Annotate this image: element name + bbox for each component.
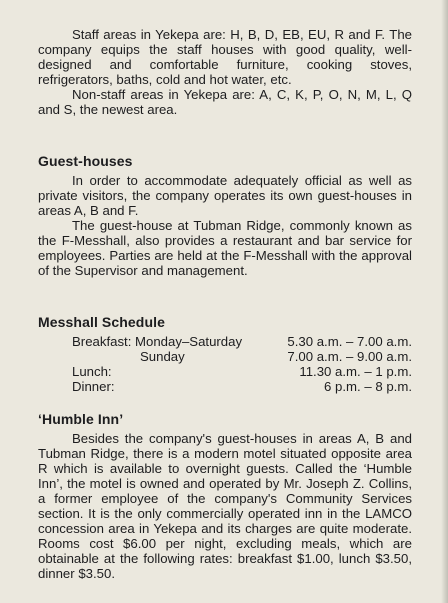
page-edge-shadow — [441, 0, 448, 603]
guest-houses-paragraph-1: In order to accommodate adequately official as well as private visitors, the company operates its own guest-houses in areas A, B and F. — [38, 173, 412, 218]
staff-areas-paragraph: Staff areas in Yekepa are: H, B, D, EB, EU, R and F. The company equips the staff houses with good quality, well-designed and comfortable furniture, cooking stoves, refrigerators, baths, cold and hot water, etc. — [38, 27, 412, 87]
humble-inn-heading: ‘Humble Inn’ — [38, 411, 124, 427]
schedule-row-dinner-time: 6 p.m. – 8 p.m. — [324, 379, 412, 394]
guest-houses-paragraph-2: The guest-house at Tubman Ridge, commonly known as the F-Messhall, also provides a restaurant and bar service for employees. Parties are held at the F-Messhall with the approval of the Supervisor and management. — [38, 218, 412, 278]
text-column — [38, 27, 412, 581]
schedule-row-sunday-label: Sunday — [140, 349, 185, 364]
schedule-row-breakfast-time: 5.30 a.m. – 7.00 a.m. — [287, 334, 412, 349]
non-staff-areas-paragraph: Non-staff areas in Yekepa are: A, C, K, P, O, N, M, L, Q and S, the newest area. — [38, 87, 412, 117]
messhall-schedule-table — [38, 334, 412, 396]
schedule-row-dinner-label: Dinner: — [72, 379, 115, 394]
messhall-schedule-heading: Messhall Schedule — [38, 314, 165, 330]
guest-houses-heading: Guest-houses — [38, 153, 133, 169]
humble-inn-paragraph: Besides the company's guest-houses in areas A, B and Tubman Ridge, there is a modern motel situated opposite area R which is available to overnight guests. Called the ‘Humble Inn’, the motel is owned and operated by Mr. Joseph Z. Collins, a former employee of the company's Community Services section. It is the only commercially operated inn in the LAMCO concession area in Yekepa and its charges are quite moderate. Rooms cost $6.00 per night, excluding meals, which are obtainable at the following rates: breakfast $1.00, lunch $3.50, dinner $3.50. — [38, 431, 412, 581]
schedule-row-breakfast-label: Breakfast: Monday–Saturday — [72, 334, 243, 349]
schedule-row-sunday-time: 7.00 a.m. – 9.00 a.m. — [287, 349, 412, 364]
schedule-row-lunch-label: Lunch: — [72, 364, 112, 379]
schedule-row-lunch-time: 11.30 a.m. – 1 p.m. — [299, 364, 412, 379]
